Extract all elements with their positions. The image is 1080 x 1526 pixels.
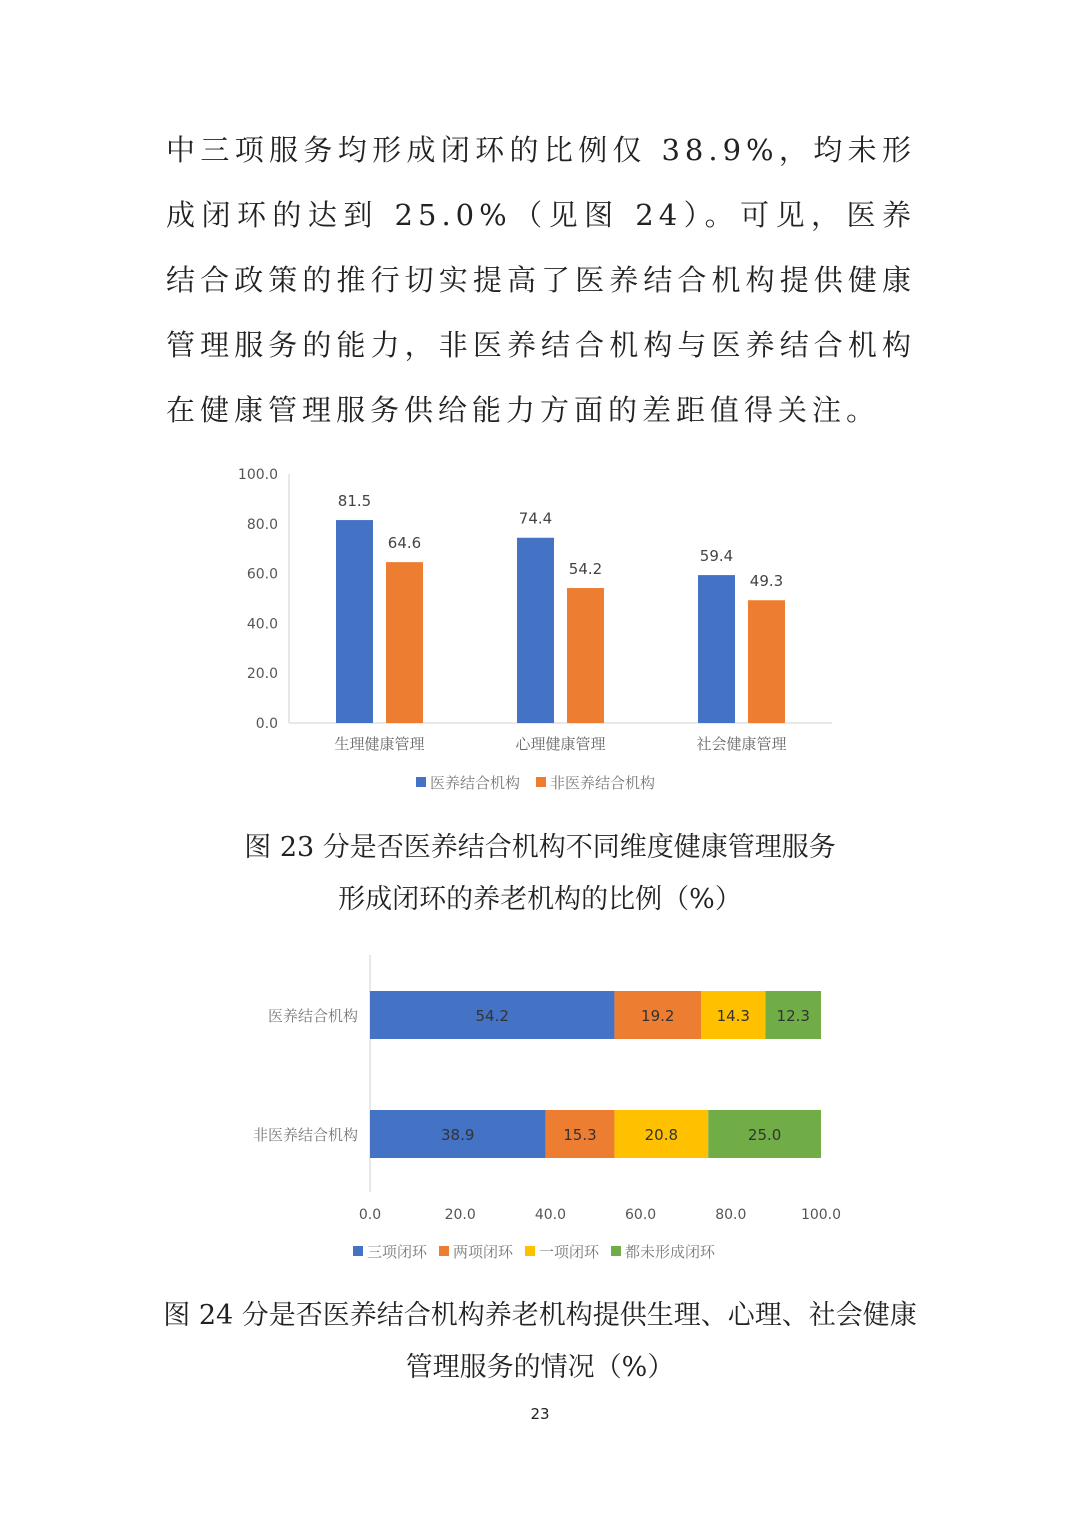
page-number: 23	[530, 1405, 550, 1423]
category-label: 医养结合机构	[267, 1007, 358, 1025]
x-tick-label: 40.0	[534, 1207, 566, 1223]
bar	[386, 562, 423, 723]
bar	[517, 538, 554, 723]
legend-label: 非医养结合机构	[550, 774, 656, 792]
data-label: 81.5	[337, 492, 372, 511]
x-tick-label: 心理健康管理	[515, 735, 606, 753]
bar	[567, 588, 604, 723]
figure-24-caption-line1: 图 24 分是否医养结合机构养老机构提供生理、心理、社会健康	[163, 1300, 917, 1331]
figure-23-caption	[0, 822, 1080, 926]
legend-swatch	[416, 777, 426, 787]
data-label: 64.6	[387, 534, 422, 553]
x-tick-label: 生理健康管理	[334, 735, 425, 753]
figure-24-caption-line2: 管理服务的情况（%）	[405, 1352, 675, 1383]
x-tick-label: 80.0	[715, 1207, 747, 1223]
legend-swatch	[536, 777, 546, 787]
data-label: 25.0	[747, 1126, 782, 1144]
data-label: 59.4	[699, 547, 734, 566]
category-label: 非医养结合机构	[252, 1126, 358, 1144]
y-tick-label: 20.0	[246, 666, 278, 683]
figure-24-caption	[0, 1290, 1080, 1394]
y-tick-label: 80.0	[246, 516, 278, 533]
x-tick-label: 20.0	[444, 1207, 476, 1223]
bar	[336, 520, 373, 723]
legend-label: 两项闭环	[453, 1243, 514, 1261]
y-tick-label: 100.0	[237, 467, 278, 483]
figure-23-caption-line1: 图 23 分是否医养结合机构不同维度健康管理服务	[244, 832, 836, 863]
data-label: 19.2	[641, 1007, 675, 1025]
x-tick-label: 100.0	[800, 1207, 842, 1223]
x-tick-label: 社会健康管理	[696, 735, 787, 753]
bar	[748, 600, 785, 723]
bar	[698, 575, 735, 723]
legend-label: 都未形成闭环	[625, 1243, 716, 1261]
x-tick-label: 0.0	[358, 1207, 382, 1223]
legend-swatch	[439, 1246, 449, 1256]
y-tick-label: 0.0	[255, 716, 278, 732]
data-label: 49.3	[749, 572, 784, 591]
data-label: 15.3	[563, 1126, 597, 1144]
data-label: 54.2	[475, 1007, 509, 1025]
legend-swatch	[353, 1246, 363, 1256]
figure-23-caption-line2: 形成闭环的养老机构的比例（%）	[338, 884, 742, 915]
legend-label: 医养结合机构	[430, 774, 521, 792]
data-label: 54.2	[568, 560, 603, 579]
x-tick-label: 60.0	[625, 1207, 657, 1223]
y-tick-label: 60.0	[246, 566, 278, 583]
data-label: 12.3	[776, 1007, 810, 1025]
data-label: 38.9	[441, 1126, 475, 1144]
legend-swatch	[611, 1246, 621, 1256]
data-label: 74.4	[518, 509, 553, 528]
data-label: 14.3	[716, 1007, 750, 1025]
legend-swatch	[525, 1246, 535, 1256]
y-tick-label: 40.0	[246, 616, 278, 633]
body-text: 中三项服务均形成闭环的比例仅 38.9%，均未形成闭环的达到 25.0%（见图 24）。可见，医养结合政策的推行切实提高了医养结合机构提供健康管理服务的能力，非医养结合机构与医养结合机构在健康管理服务供给能力方面的差距值得关注。	[166, 133, 916, 427]
data-label: 20.8	[644, 1126, 679, 1144]
legend-label: 一项闭环	[539, 1243, 600, 1261]
legend-label: 三项闭环	[367, 1243, 428, 1261]
